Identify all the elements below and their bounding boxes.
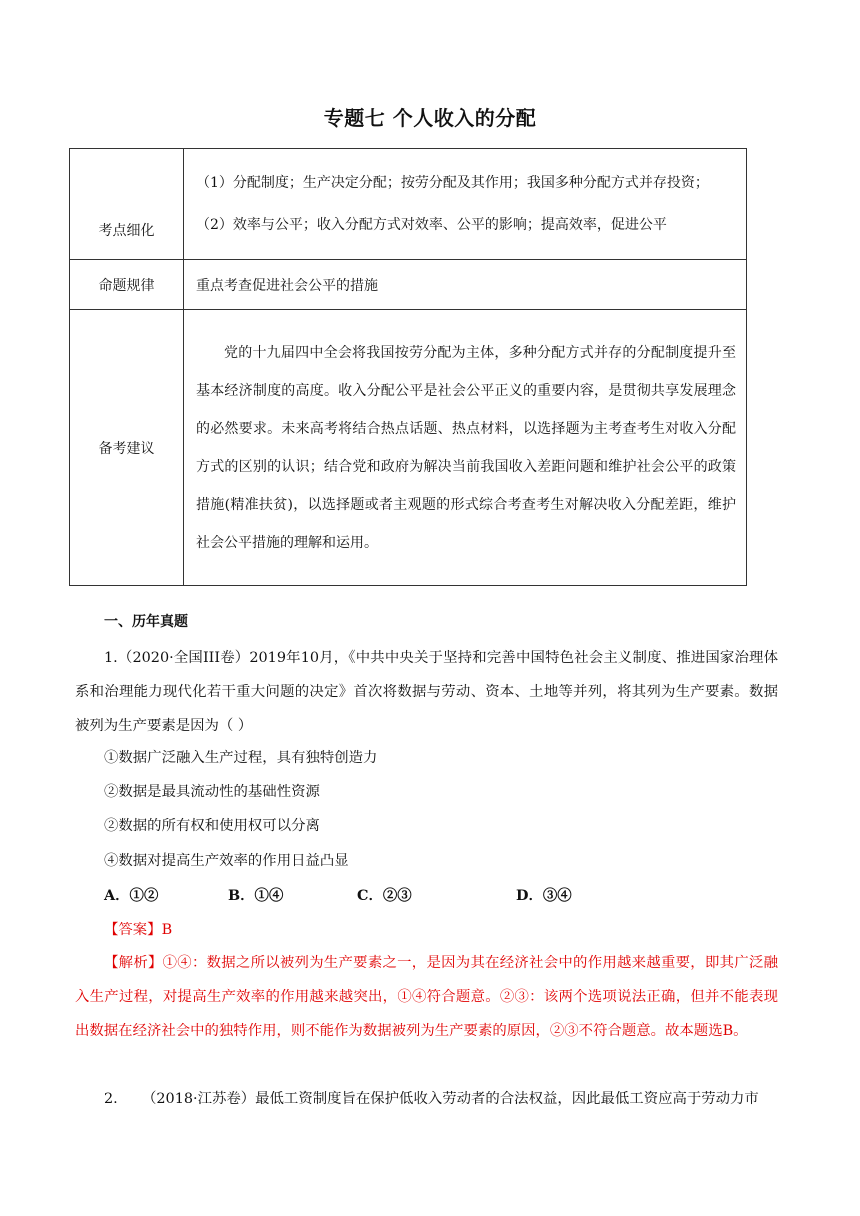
table-row — [70, 149, 747, 260]
row-label-advice: 备考建议 — [70, 310, 184, 586]
exam-info-table — [69, 148, 747, 586]
statement-3: ②数据的所有权和使用权可以分离 — [104, 818, 320, 834]
statement-4: ④数据对提高生产效率的作用日益凸显 — [104, 853, 349, 869]
pattern-cell: 重点考查促进社会公平的措施 — [184, 260, 747, 310]
exam-point-line: （1）分配制度；生产决定分配；按劳分配及其作用；我国多种分配方式并存投资； — [196, 175, 709, 191]
question-1-stem: 1.（2020·全国III卷）2019年10月，《中共中央关于坚持和完善中国特色社会主义制度、推进国家治理体系和治理能力现代化若干重大问题的决定》首次将数据与劳动、资本、土地等并列，将其列为生产要素。数据被列为生产要素是因为（ ） — [75, 650, 779, 734]
row-label-pattern: 命题规律 — [70, 260, 184, 310]
choice-c: C．②③ — [357, 887, 412, 904]
question-2-stem — [104, 1082, 794, 1116]
statement-2: ②数据是最具流动性的基础性资源 — [104, 784, 320, 800]
row-label-exam-points: 考点细化 — [70, 149, 184, 260]
question-2-text: （2018·江苏卷）最低工资制度旨在保护低收入劳动者的合法权益，因此最低工资应高于劳动力市 — [142, 1091, 759, 1107]
section-heading: 一、历年真题 — [104, 614, 188, 630]
exam-point-line: （2）效率与公平；收入分配方式对效率、公平的影响；提高效率，促进公平 — [196, 217, 667, 233]
answer-text: 【答案】B — [104, 922, 173, 938]
statement-1: ①数据广泛融入生产过程，具有独特创造力 — [104, 750, 378, 766]
choice-a: A．①② — [104, 887, 159, 904]
analysis-text: 【解析】①④：数据之所以被列为生产要素之一，是因为其在经济社会中的作用越来越重要，即其广泛融入生产过程，对提高生产效率的作用越来越突出，①④符合题意。②③：该两个选项说法正确，但并不能表现出数据在经济社会中的独特作用，则不能作为数据被列为生产要素的原因，②③不符合题意。故本题选B。 — [75, 955, 778, 1039]
page-title: 专题七 个人收入的分配 — [323, 106, 537, 130]
advice-paragraph: 党的十九届四中全会将我国按劳分配为主体，多种分配方式并存的分配制度提升至基本经济制度的高度。收入分配公平是社会公平正义的重要内容，是贯彻共享发展理念的必然要求。未来高考将结合热点话题、热点材料，以选择题为主考查考生对收入分配方式的区别的认识；结合党和政府为解决当前我国收入差距问题和维护社会公平的政策措施(精准扶贫)，以选择题或者主观题的形式综合考查考生对解决收入分配差距，维护社会公平措施的理解和运用。 — [196, 344, 736, 551]
choice-d: D．③④ — [516, 887, 572, 904]
exam-points-cell — [184, 149, 747, 260]
question-2-number: 2. — [104, 1091, 118, 1107]
table-row — [70, 260, 747, 310]
choice-b: B．①④ — [228, 887, 284, 904]
table-row — [70, 310, 747, 586]
advice-cell — [184, 310, 747, 586]
